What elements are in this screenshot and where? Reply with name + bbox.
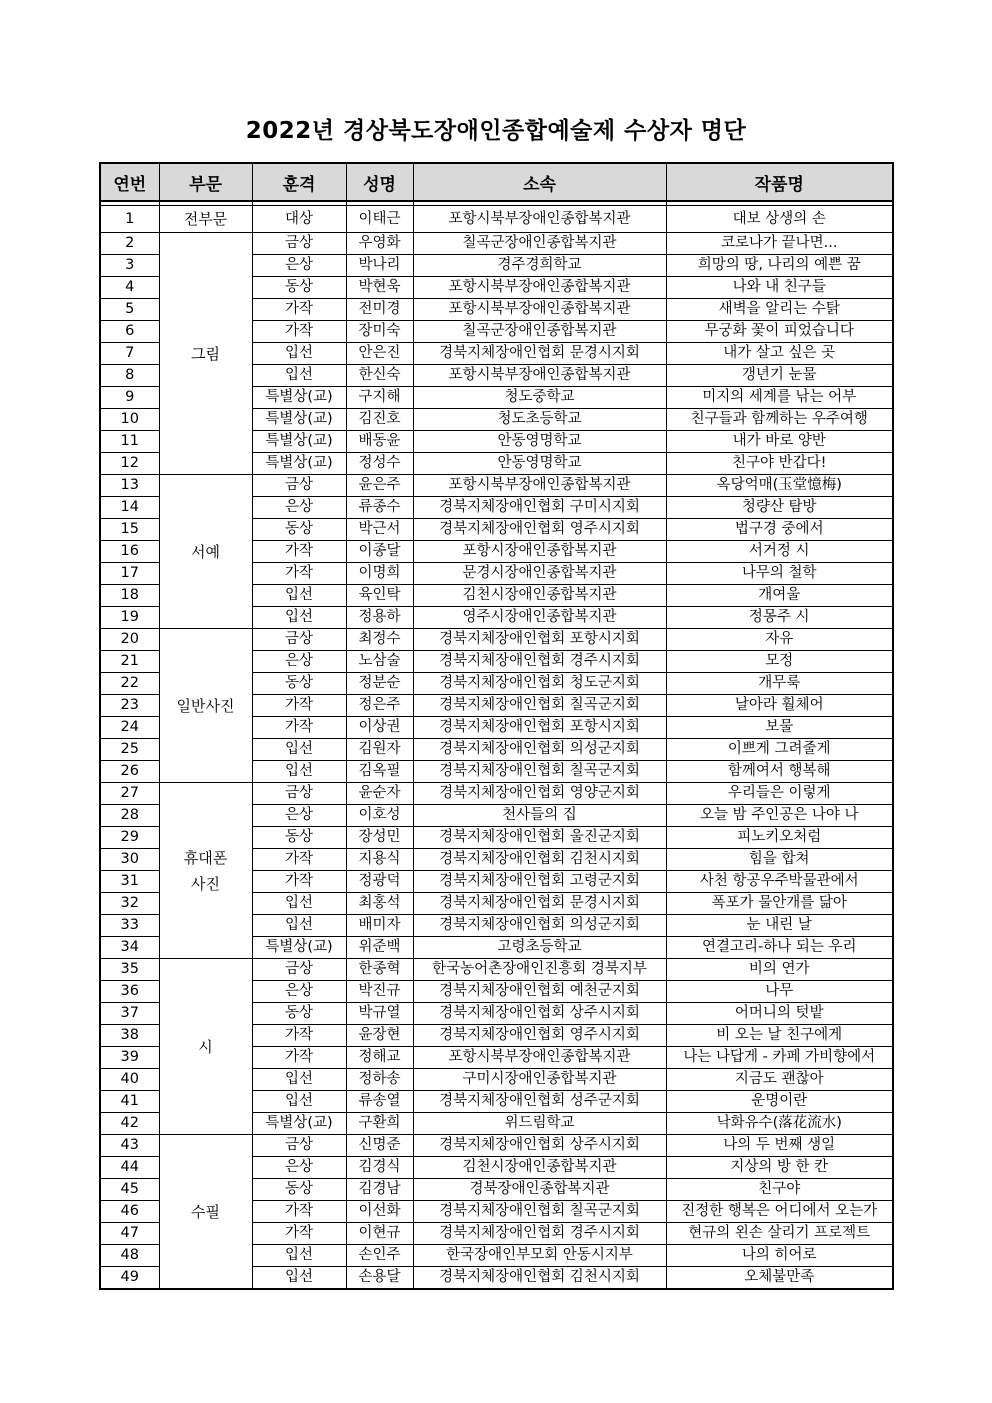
row-number-cell: 46	[100, 1201, 159, 1223]
row-number-cell: 8	[100, 365, 159, 387]
work-title-cell: 나무의 철학	[666, 563, 893, 585]
award-cell: 가작	[252, 717, 346, 739]
organization-cell: 포항시북부장애인종합복지관	[413, 277, 666, 299]
organization-cell: 경북지체장애인협회 상주시지회	[413, 1135, 666, 1157]
award-cell: 가작	[252, 1201, 346, 1223]
award-cell: 입선	[252, 1091, 346, 1113]
work-title-cell: 내가 바로 양반	[666, 431, 893, 453]
award-cell: 특별상(교)	[252, 431, 346, 453]
work-title-cell: 나무	[666, 981, 893, 1003]
name-cell: 노삼술	[346, 651, 413, 673]
work-title-cell: 힘을 합쳐	[666, 849, 893, 871]
work-title-cell: 사천 항공우주박물관에서	[666, 871, 893, 893]
organization-cell: 경북지체장애인협회 청도군지회	[413, 673, 666, 695]
name-cell: 정성수	[346, 453, 413, 475]
work-title-cell: 현규의 왼손 살리기 프로젝트	[666, 1223, 893, 1245]
name-cell: 한신숙	[346, 365, 413, 387]
work-title-cell: 나의 히어로	[666, 1245, 893, 1267]
organization-cell: 경북지체장애인협회 영양군지회	[413, 783, 666, 805]
row-number-cell: 31	[100, 871, 159, 893]
award-cell: 동상	[252, 1003, 346, 1025]
organization-cell: 경북지체장애인협회 상주시지회	[413, 1003, 666, 1025]
row-number-cell: 26	[100, 761, 159, 783]
name-cell: 김진호	[346, 409, 413, 431]
name-cell: 이호성	[346, 805, 413, 827]
work-title-cell: 갱년기 눈물	[666, 365, 893, 387]
organization-cell: 경북지체장애인협회 칠곡군지회	[413, 1201, 666, 1223]
award-cell: 특별상(교)	[252, 387, 346, 409]
row-number-cell: 40	[100, 1069, 159, 1091]
name-cell: 우영화	[346, 233, 413, 255]
work-title-cell: 친구야 반갑다!	[666, 453, 893, 475]
table-row	[100, 233, 893, 255]
name-cell: 김경남	[346, 1179, 413, 1201]
name-cell: 육인탁	[346, 585, 413, 607]
work-title-cell: 미지의 세계를 낚는 어부	[666, 387, 893, 409]
row-number-cell: 6	[100, 321, 159, 343]
organization-cell: 포항시장애인종합복지관	[413, 541, 666, 563]
award-cell: 은상	[252, 805, 346, 827]
row-number-cell: 48	[100, 1245, 159, 1267]
row-number-cell: 34	[100, 937, 159, 959]
row-number-cell: 24	[100, 717, 159, 739]
category-cell: 휴대폰 사진	[159, 783, 252, 959]
work-title-cell: 지상의 방 한 칸	[666, 1157, 893, 1179]
organization-cell: 청도중학교	[413, 387, 666, 409]
name-cell: 배미자	[346, 915, 413, 937]
row-number-cell: 1	[100, 206, 159, 233]
award-cell: 입선	[252, 1267, 346, 1290]
organization-cell: 경북지체장애인협회 예천군지회	[413, 981, 666, 1003]
work-title-cell: 비 오는 날 친구에게	[666, 1025, 893, 1047]
row-number-cell: 35	[100, 959, 159, 981]
organization-cell: 한국장애인부모회 안동시지부	[413, 1245, 666, 1267]
organization-cell: 경북지체장애인협회 포항시지회	[413, 629, 666, 651]
award-cell: 동상	[252, 1179, 346, 1201]
row-number-cell: 22	[100, 673, 159, 695]
row-number-cell: 39	[100, 1047, 159, 1069]
row-number-cell: 11	[100, 431, 159, 453]
organization-cell: 영주시장애인종합복지관	[413, 607, 666, 629]
row-number-cell: 15	[100, 519, 159, 541]
work-title-cell: 나의 두 번째 생일	[666, 1135, 893, 1157]
award-cell: 가작	[252, 1223, 346, 1245]
name-cell: 정하송	[346, 1069, 413, 1091]
award-cell: 가작	[252, 321, 346, 343]
award-cell: 가작	[252, 1025, 346, 1047]
row-number-cell: 28	[100, 805, 159, 827]
row-number-cell: 43	[100, 1135, 159, 1157]
row-number-cell: 21	[100, 651, 159, 673]
category-cell: 전부문	[159, 206, 252, 233]
work-title-cell: 눈 내린 날	[666, 915, 893, 937]
name-cell: 장성민	[346, 827, 413, 849]
organization-cell: 포항시북부장애인종합복지관	[413, 365, 666, 387]
organization-cell: 경북지체장애인협회 포항시지회	[413, 717, 666, 739]
column-header-category: 부문	[159, 163, 252, 201]
name-cell: 윤장현	[346, 1025, 413, 1047]
row-number-cell: 5	[100, 299, 159, 321]
name-cell: 이선화	[346, 1201, 413, 1223]
organization-cell: 경주경희학교	[413, 255, 666, 277]
award-cell: 입선	[252, 893, 346, 915]
work-title-cell: 희망의 땅, 나리의 예쁜 꿈	[666, 255, 893, 277]
table-row	[100, 959, 893, 981]
organization-cell: 경북장애인종합복지관	[413, 1179, 666, 1201]
work-title-cell: 내가 살고 싶은 곳	[666, 343, 893, 365]
row-number-cell: 49	[100, 1267, 159, 1290]
name-cell: 한종혁	[346, 959, 413, 981]
work-title-cell: 무궁화 꽃이 피었습니다	[666, 321, 893, 343]
name-cell: 배동윤	[346, 431, 413, 453]
name-cell: 김옥필	[346, 761, 413, 783]
organization-cell: 경북지체장애인협회 영주시지회	[413, 1025, 666, 1047]
organization-cell: 포항시북부장애인종합복지관	[413, 206, 666, 233]
work-title-cell: 피노키오처럼	[666, 827, 893, 849]
name-cell: 지용식	[346, 849, 413, 871]
name-cell: 이태근	[346, 206, 413, 233]
organization-cell: 경북지체장애인협회 문경시지회	[413, 893, 666, 915]
name-cell: 손인주	[346, 1245, 413, 1267]
award-cell: 입선	[252, 1069, 346, 1091]
table-row	[100, 206, 893, 233]
award-cell: 은상	[252, 981, 346, 1003]
organization-cell: 안동영명학교	[413, 431, 666, 453]
table-header	[100, 163, 893, 201]
row-number-cell: 27	[100, 783, 159, 805]
organization-cell: 경북지체장애인협회 성주군지회	[413, 1091, 666, 1113]
name-cell: 장미숙	[346, 321, 413, 343]
name-cell: 정광덕	[346, 871, 413, 893]
award-cell: 금상	[252, 475, 346, 497]
organization-cell: 청도초등학교	[413, 409, 666, 431]
organization-cell: 경북지체장애인협회 고령군지회	[413, 871, 666, 893]
organization-cell: 경북지체장애인협회 칠곡군지회	[413, 695, 666, 717]
name-cell: 이명희	[346, 563, 413, 585]
name-cell: 이상권	[346, 717, 413, 739]
award-cell: 은상	[252, 1157, 346, 1179]
organization-cell: 고령초등학교	[413, 937, 666, 959]
column-header-award: 훈격	[252, 163, 346, 201]
row-number-cell: 19	[100, 607, 159, 629]
name-cell: 윤은주	[346, 475, 413, 497]
work-title-cell: 법구경 중에서	[666, 519, 893, 541]
work-title-cell: 보물	[666, 717, 893, 739]
organization-cell: 경북지체장애인협회 구미시지회	[413, 497, 666, 519]
organization-cell: 천사들의 집	[413, 805, 666, 827]
name-cell: 이종달	[346, 541, 413, 563]
work-title-cell: 진정한 행복은 어디에서 오는가	[666, 1201, 893, 1223]
organization-cell: 안동영명학교	[413, 453, 666, 475]
work-title-cell: 오늘 밤 주인공은 나야 나	[666, 805, 893, 827]
work-title-cell: 이쁘게 그려줄게	[666, 739, 893, 761]
row-number-cell: 14	[100, 497, 159, 519]
name-cell: 이현규	[346, 1223, 413, 1245]
organization-cell: 경북지체장애인협회 김천시지회	[413, 1267, 666, 1290]
row-number-cell: 45	[100, 1179, 159, 1201]
award-cell: 가작	[252, 695, 346, 717]
work-title-cell: 오체불만족	[666, 1267, 893, 1290]
row-number-cell: 25	[100, 739, 159, 761]
award-cell: 가작	[252, 299, 346, 321]
work-title-cell: 우리들은 이렇게	[666, 783, 893, 805]
work-title-cell: 어머니의 텃밭	[666, 1003, 893, 1025]
award-cell: 은상	[252, 255, 346, 277]
work-title-cell: 자유	[666, 629, 893, 651]
table-row	[100, 1135, 893, 1157]
award-cell: 금상	[252, 629, 346, 651]
award-cell: 특별상(교)	[252, 1113, 346, 1135]
organization-cell: 경북지체장애인협회 칠곡군지회	[413, 761, 666, 783]
organization-cell: 포항시북부장애인종합복지관	[413, 475, 666, 497]
organization-cell: 한국농어촌장애인진흥회 경북지부	[413, 959, 666, 981]
work-title-cell: 함께여서 행복해	[666, 761, 893, 783]
header-row	[100, 163, 893, 201]
name-cell: 정용하	[346, 607, 413, 629]
name-cell: 신명준	[346, 1135, 413, 1157]
work-title-cell: 청량산 탐방	[666, 497, 893, 519]
name-cell: 박규열	[346, 1003, 413, 1025]
row-number-cell: 3	[100, 255, 159, 277]
award-cell: 입선	[252, 607, 346, 629]
name-cell: 구지해	[346, 387, 413, 409]
name-cell: 류종수	[346, 497, 413, 519]
name-cell: 위준백	[346, 937, 413, 959]
organization-cell: 김천시장애인종합복지관	[413, 585, 666, 607]
award-cell: 입선	[252, 761, 346, 783]
row-number-cell: 32	[100, 893, 159, 915]
category-cell: 서예	[159, 475, 252, 629]
award-cell: 가작	[252, 871, 346, 893]
award-cell: 입선	[252, 585, 346, 607]
row-number-cell: 18	[100, 585, 159, 607]
award-cell: 가작	[252, 849, 346, 871]
page-title: 2022년 경상북도장애인종합예술제 수상자 명단	[245, 118, 747, 144]
award-cell: 금상	[252, 1135, 346, 1157]
organization-cell: 문경시장애인종합복지관	[413, 563, 666, 585]
name-cell: 정은주	[346, 695, 413, 717]
award-cell: 동상	[252, 673, 346, 695]
category-cell: 수필	[159, 1135, 252, 1290]
work-title-cell: 비의 연가	[666, 959, 893, 981]
name-cell: 최정수	[346, 629, 413, 651]
row-number-cell: 4	[100, 277, 159, 299]
work-title-cell: 개무룩	[666, 673, 893, 695]
name-cell: 김경식	[346, 1157, 413, 1179]
organization-cell: 경북지체장애인협회 경주시지회	[413, 651, 666, 673]
row-number-cell: 23	[100, 695, 159, 717]
award-cell: 은상	[252, 497, 346, 519]
work-title-cell: 연결고리-하나 되는 우리	[666, 937, 893, 959]
work-title-cell: 지금도 괜찮아	[666, 1069, 893, 1091]
column-header-no: 연번	[100, 163, 159, 201]
organization-cell: 경북지체장애인협회 의성군지회	[413, 915, 666, 937]
award-cell: 금상	[252, 959, 346, 981]
name-cell: 전미경	[346, 299, 413, 321]
award-cell: 입선	[252, 915, 346, 937]
category-cell: 시	[159, 959, 252, 1135]
award-cell: 가작	[252, 1047, 346, 1069]
name-cell: 정해교	[346, 1047, 413, 1069]
award-cell: 입선	[252, 365, 346, 387]
work-title-cell: 낙화유수(落花流水)	[666, 1113, 893, 1135]
award-cell: 입선	[252, 1245, 346, 1267]
work-title-cell: 나와 내 친구들	[666, 277, 893, 299]
organization-cell: 경북지체장애인협회 문경시지회	[413, 343, 666, 365]
organization-cell: 김천시장애인종합복지관	[413, 1157, 666, 1179]
name-cell: 손용달	[346, 1267, 413, 1290]
award-cell: 가작	[252, 563, 346, 585]
work-title-cell: 코로나가 끝나면...	[666, 233, 893, 255]
work-title-cell: 정몽주 시	[666, 607, 893, 629]
name-cell: 정분순	[346, 673, 413, 695]
row-number-cell: 38	[100, 1025, 159, 1047]
award-cell: 특별상(교)	[252, 409, 346, 431]
award-cell: 금상	[252, 783, 346, 805]
column-header-work-title: 작품명	[666, 163, 893, 201]
row-number-cell: 20	[100, 629, 159, 651]
name-cell: 안은진	[346, 343, 413, 365]
work-title-cell: 친구야	[666, 1179, 893, 1201]
name-cell: 박근서	[346, 519, 413, 541]
work-title-cell: 모정	[666, 651, 893, 673]
name-cell: 구환희	[346, 1113, 413, 1135]
table-row	[100, 783, 893, 805]
organization-cell: 경북지체장애인협회 울진군지회	[413, 827, 666, 849]
work-title-cell: 개여울	[666, 585, 893, 607]
row-number-cell: 30	[100, 849, 159, 871]
table-row	[100, 629, 893, 651]
row-number-cell: 33	[100, 915, 159, 937]
column-header-name: 성명	[346, 163, 413, 201]
row-number-cell: 29	[100, 827, 159, 849]
name-cell: 류송열	[346, 1091, 413, 1113]
organization-cell: 칠곡군장애인종합복지관	[413, 321, 666, 343]
row-number-cell: 10	[100, 409, 159, 431]
award-cell: 대상	[252, 206, 346, 233]
work-title-cell: 나는 나답게 - 카페 가비향에서	[666, 1047, 893, 1069]
organization-cell: 포항시북부장애인종합복지관	[413, 299, 666, 321]
organization-cell: 포항시북부장애인종합복지관	[413, 1047, 666, 1069]
row-number-cell: 44	[100, 1157, 159, 1179]
name-cell: 최홍석	[346, 893, 413, 915]
award-cell: 동상	[252, 519, 346, 541]
work-title-cell: 폭포가 물안개를 닮아	[666, 893, 893, 915]
work-title-cell: 옥당억매(玉堂憶梅)	[666, 475, 893, 497]
award-cell: 동상	[252, 827, 346, 849]
row-number-cell: 13	[100, 475, 159, 497]
organization-cell: 위드림학교	[413, 1113, 666, 1135]
organization-cell: 구미시장애인종합복지관	[413, 1069, 666, 1091]
row-number-cell: 42	[100, 1113, 159, 1135]
work-title-cell: 친구들과 함께하는 우주여행	[666, 409, 893, 431]
work-title-cell: 서거정 시	[666, 541, 893, 563]
row-number-cell: 47	[100, 1223, 159, 1245]
organization-cell: 경북지체장애인협회 김천시지회	[413, 849, 666, 871]
row-number-cell: 17	[100, 563, 159, 585]
work-title-cell: 운명이란	[666, 1091, 893, 1113]
table-body	[100, 201, 893, 1289]
row-number-cell: 7	[100, 343, 159, 365]
award-cell: 특별상(교)	[252, 453, 346, 475]
work-title-cell: 대보 상생의 손	[666, 206, 893, 233]
work-title-cell: 날아라 훨체어	[666, 695, 893, 717]
award-cell: 동상	[252, 277, 346, 299]
row-number-cell: 36	[100, 981, 159, 1003]
column-header-organization: 소속	[413, 163, 666, 201]
name-cell: 박나리	[346, 255, 413, 277]
organization-cell: 경북지체장애인협회 영주시지회	[413, 519, 666, 541]
table-row	[100, 475, 893, 497]
name-cell: 박현욱	[346, 277, 413, 299]
award-cell: 특별상(교)	[252, 937, 346, 959]
category-cell: 그림	[159, 233, 252, 475]
organization-cell: 경북지체장애인협회 의성군지회	[413, 739, 666, 761]
row-number-cell: 9	[100, 387, 159, 409]
award-cell: 가작	[252, 541, 346, 563]
awardee-table	[99, 162, 894, 1290]
award-cell: 금상	[252, 233, 346, 255]
row-number-cell: 12	[100, 453, 159, 475]
name-cell: 윤순자	[346, 783, 413, 805]
name-cell: 김원자	[346, 739, 413, 761]
category-cell: 일반사진	[159, 629, 252, 783]
name-cell: 박진규	[346, 981, 413, 1003]
award-cell: 입선	[252, 343, 346, 365]
award-cell: 입선	[252, 739, 346, 761]
row-number-cell: 41	[100, 1091, 159, 1113]
row-number-cell: 2	[100, 233, 159, 255]
row-number-cell: 16	[100, 541, 159, 563]
organization-cell: 경북지체장애인협회 경주시지회	[413, 1223, 666, 1245]
award-cell: 은상	[252, 651, 346, 673]
organization-cell: 칠곡군장애인종합복지관	[413, 233, 666, 255]
work-title-cell: 새벽을 알리는 수탉	[666, 299, 893, 321]
row-number-cell: 37	[100, 1003, 159, 1025]
